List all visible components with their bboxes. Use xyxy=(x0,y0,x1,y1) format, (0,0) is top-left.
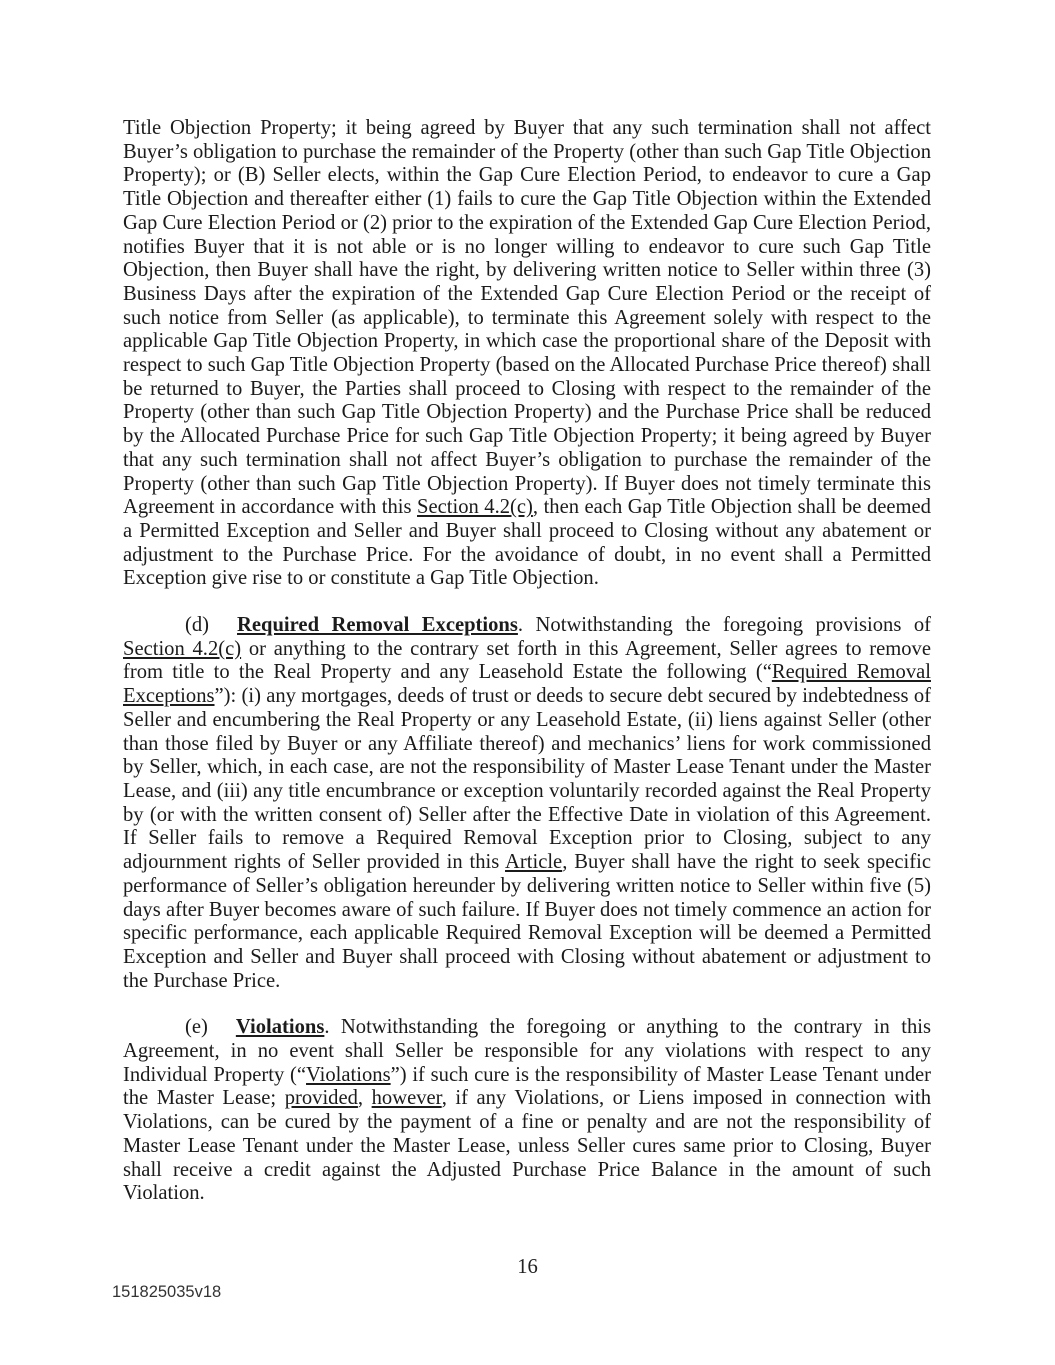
emphasized-text: Violations xyxy=(306,1063,391,1086)
emphasized-text: Violations xyxy=(235,1016,325,1039)
emphasized-text: Article xyxy=(505,851,563,874)
body-text: , xyxy=(357,1087,372,1110)
body-text: , then each Gap Title Objection shall be deemed a Permitted Exception and Seller and Buyer shall proceed to Closing without any abatement or adjustment to the Purchase Price. For the avoidance of doubt, in no event shall a Permitted Exception give rise to or constitute a Gap Title Objection. xyxy=(123,496,931,590)
paragraph xyxy=(123,117,931,591)
body-text: or anything to the contrary set forth in this Agreement, Seller agrees to remove from title to the Real Property and any Leasehold Estate the following (“ xyxy=(123,637,931,684)
emphasized-text: Required Removal Exceptions xyxy=(237,614,518,637)
body-text: ”) if such cure is the responsibility of Master Lease Tenant under the Master Lease; xyxy=(123,1063,931,1110)
document-id-stamp: 151825035v18 xyxy=(112,1283,222,1301)
emphasized-text: Required Removal Exceptions xyxy=(123,661,931,708)
emphasized-text: however xyxy=(371,1087,442,1110)
body-text: ”): (i) any mortgages, deeds of trust or deeds to secure debt secured by indebtedness of Seller and encumbering the Real Property or any Leasehold Estate, (ii) liens against Seller (other than those filed by Buyer or any Affiliate thereof) and mechanics’ liens for work commissioned by Seller, which, in each case, are not the responsibility of Master Lease Tenant under the Master Lease, and (iii) any title encumbrance or exception voluntarily recorded against the Real Property by (or with the written consent of) Seller after the Effective Date in violation of this Agreement. If Seller fails to remove a Required Removal Exception prior to Closing, subject to any adjournment rights of Seller provided in this xyxy=(123,685,931,874)
body-text: , if any Violations, or Liens imposed in connection with Violations, can be cured by the payment of a fine or penalty and are not the responsibility of Master Lease Tenant under the Master Lease, unless Seller cures same prior to Closing, Buyer shall receive a credit against the Adjusted Purchase Price Balance in the amount of such Violation. xyxy=(123,1087,931,1205)
emphasized-text: Section 4.2(c) xyxy=(417,496,533,519)
body-text: . Notwithstanding the foregoing provisions of xyxy=(517,614,931,637)
emphasized-text: Section 4.2(c) xyxy=(123,637,242,660)
body-text: . Notwithstanding the foregoing or anything to the contrary in this Agreement, in no event shall Seller be responsible for any violations with respect to any Individual Property (“ xyxy=(123,1016,931,1086)
paragraph xyxy=(123,1016,931,1206)
paragraph xyxy=(123,614,931,993)
body-text: , Buyer shall have the right to seek specific performance of Seller’s obligation hereunder by delivering written notice to Seller within five (5) days after Buyer becomes aware of such failure. If Buyer does not timely commence an action for specific performance, each applicable Required Removal Exception will be deemed a Permitted Exception and Seller and Buyer shall proceed with Closing without abatement or adjustment to the Purchase Price. xyxy=(123,851,931,992)
page-number: 16 xyxy=(517,1256,538,1278)
document-body xyxy=(123,117,931,1229)
paragraph-label: (e) xyxy=(185,1016,208,1039)
paragraph-label: (d) xyxy=(185,614,210,637)
body-text: Title Objection Property; it being agreed by Buyer that any such termination shall not affect Buyer’s obligation to purchase the remainder of the Property (other than such Gap Title Objection Property); or (B) Seller elects, within the Gap Cure Election Period, to endeavor to cure a Gap Title Objection and thereafter either (1) fails to cure the Gap Title Objection within the Extended Gap Cure Election Period or (2) prior to the expiration of the Extended Gap Cure Election Period, notifies Buyer that it is not able or is no longer willing to endeavor to cure such Gap Title Objection, then Buyer shall have the right, by delivering written notice to Seller within three (3) Business Days after the expiration of the Extended Gap Cure Election Period or the receipt of such notice from Seller (as applicable), to terminate this Agreement solely with respect to the applicable Gap Title Objection Property, in which case the proportional share of the Deposit with respect to such Gap Title Objection Property (based on the Allocated Purchase Price thereof) shall be returned to Buyer, the Parties shall proceed to Closing with respect to the remainder of the Property (other than such Gap Title Objection Property) and the Purchase Price shall be reduced by the Allocated Purchase Price for such Gap Title Objection Property; it being agreed by Buyer that any such termination shall not affect Buyer’s obligation to purchase the remainder of the Property (other than such Gap Title Objection Property). If Buyer does not timely terminate this Agreement in accordance with this xyxy=(123,117,931,519)
emphasized-text: provided xyxy=(284,1087,358,1110)
